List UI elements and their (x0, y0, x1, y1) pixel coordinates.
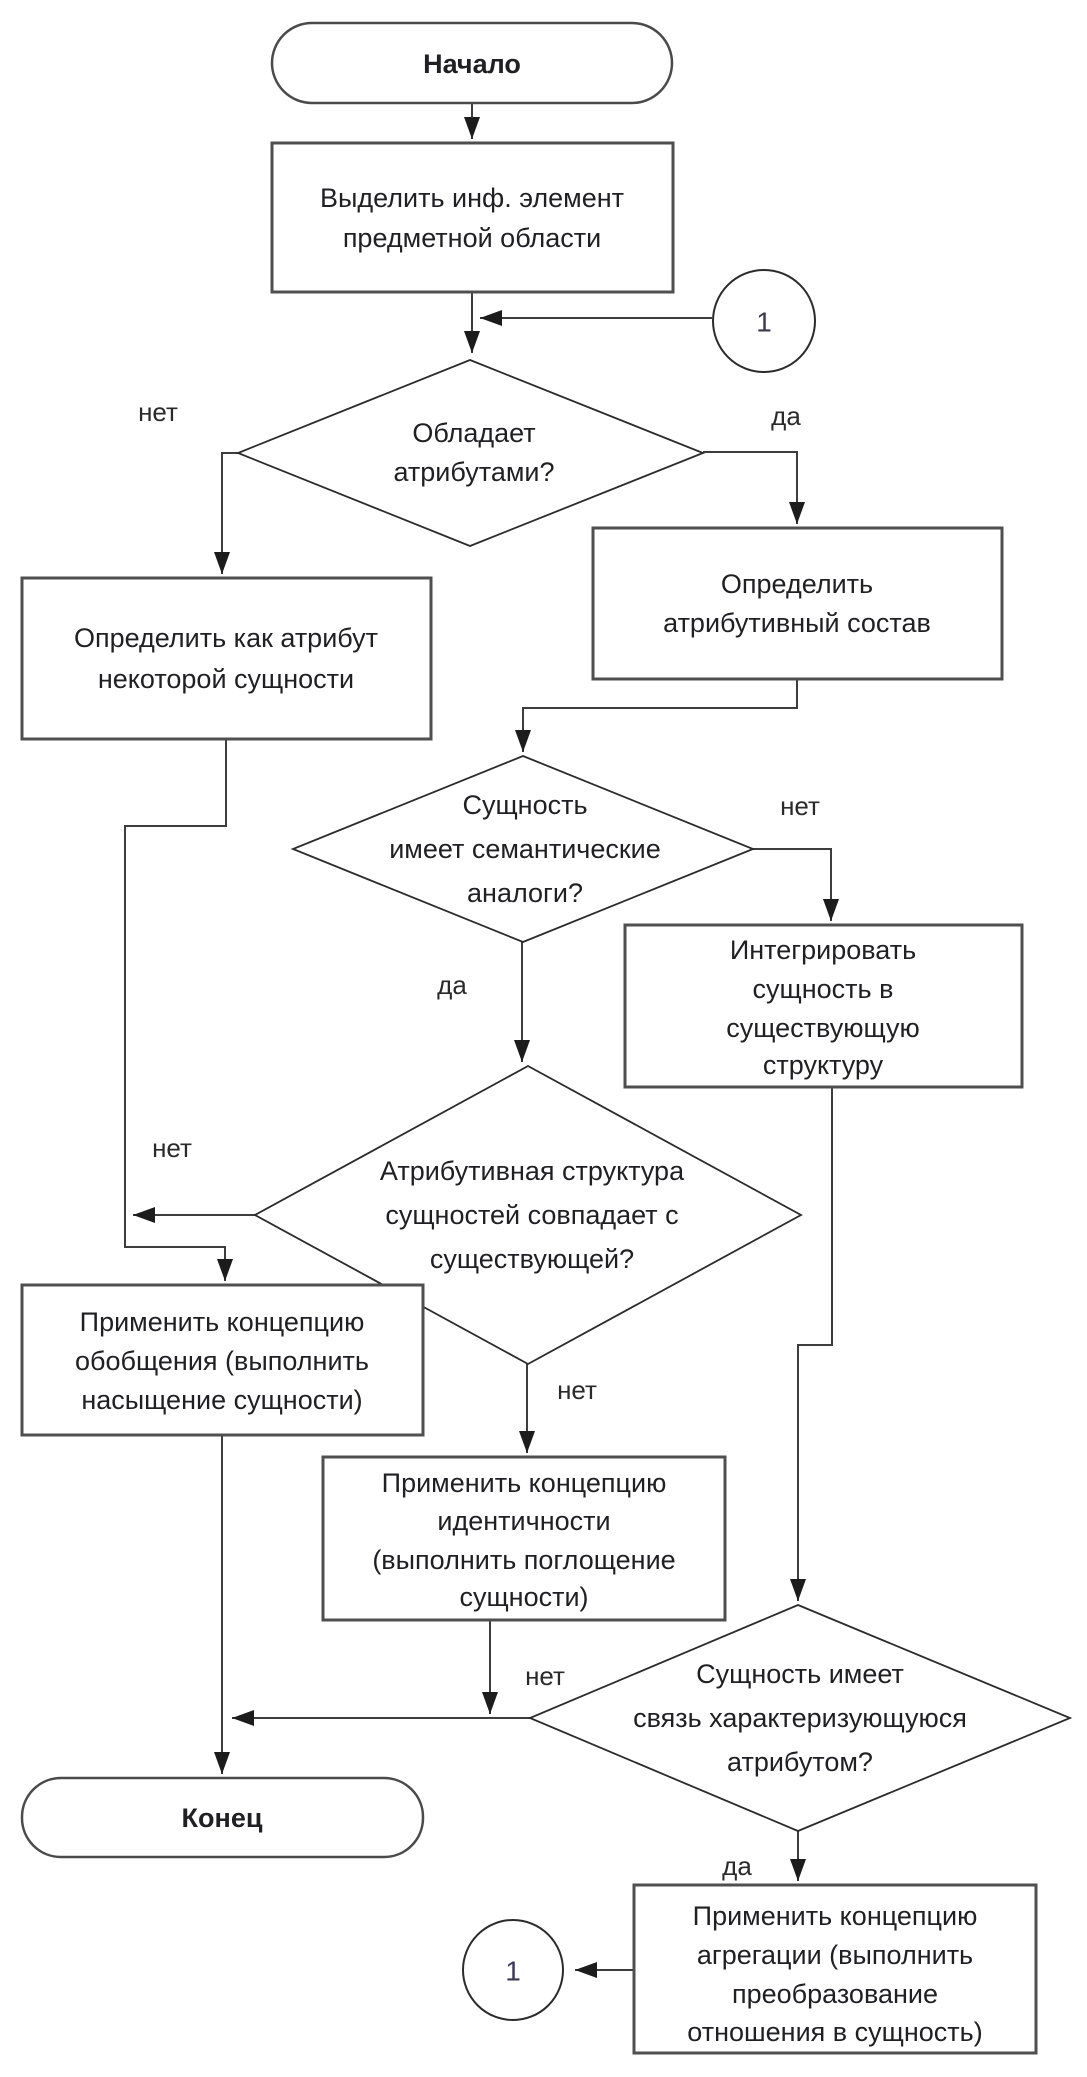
extract-element-line2: предметной области (342, 223, 602, 253)
apply-generalization-line1: Применить концепцию (79, 1307, 365, 1337)
label-structure-no-bottom: нет (557, 1375, 597, 1405)
structure-matches-line3: существующей? (429, 1244, 635, 1274)
node-connector-top (713, 270, 815, 372)
structure-matches-line1: Атрибутивная структура (379, 1156, 685, 1186)
edge-composition-to-semantic (523, 679, 797, 752)
integrate-entity-line1: Интегрировать (729, 935, 917, 965)
apply-generalization-line3: насыщение сущности) (81, 1385, 363, 1415)
node-has-semantic-analogs (293, 756, 753, 942)
apply-aggregation-line4: отношения в сущность) (687, 2017, 983, 2047)
define-attribute-composition-line2: атрибутивный состав (663, 608, 931, 638)
node-has-characterizing-relation (530, 1605, 1070, 1831)
apply-identity-line1: Применить концепцию (381, 1468, 667, 1498)
integrate-entity-line3: существующую (726, 1013, 920, 1043)
label-relation-yes: да (722, 1851, 752, 1881)
end-label: Конец (181, 1803, 263, 1833)
has-attributes-line1: Обладает (412, 418, 536, 448)
define-attribute-composition-line1: Определить (720, 569, 874, 599)
edge-integrate-to-relation (798, 1087, 832, 1601)
label-has-attributes-yes: да (771, 401, 801, 431)
integrate-entity-line2: сущность в (752, 974, 894, 1004)
start-label: Начало (423, 49, 521, 79)
apply-aggregation-line2: агрегации (выполнить (696, 1940, 974, 1970)
node-end (22, 1778, 423, 1857)
has-characterizing-relation-line3: атрибутом? (727, 1747, 873, 1777)
define-as-attribute-line2: некоторой сущности (97, 664, 355, 694)
label-semantic-no: нет (780, 791, 820, 821)
node-define-as-attribute (22, 578, 431, 739)
label-semantic-yes: да (437, 970, 467, 1000)
node-integrate-entity (625, 925, 1022, 1087)
extract-element-shape (272, 143, 673, 292)
apply-identity-line2: идентичности (437, 1506, 611, 1536)
apply-identity-line3: (выполнить поглощение (372, 1545, 676, 1575)
apply-identity-line4: сущности) (459, 1582, 589, 1612)
apply-aggregation-line3: преобразование (731, 1979, 939, 2009)
node-start (272, 23, 672, 103)
label-structure-no-left: нет (152, 1133, 192, 1163)
edge-defineattr-to-generalization (125, 739, 226, 1281)
label-has-attributes-no: нет (138, 397, 178, 427)
edge-hasattributes-yes (703, 452, 797, 524)
node-apply-generalization (22, 1285, 423, 1435)
integrate-entity-line4: структуру (762, 1050, 884, 1080)
has-semantic-analogs-line3: аналоги? (467, 878, 583, 908)
extract-element-line1: Выделить инф. элемент (319, 183, 625, 213)
connector-top-label: 1 (756, 306, 772, 338)
node-has-attributes (238, 360, 703, 546)
structure-matches-line2: сущностей совпадает с (385, 1200, 679, 1230)
connector-bottom-label: 1 (505, 1955, 521, 1987)
label-relation-no: нет (525, 1661, 565, 1691)
define-as-attribute-shape (22, 578, 431, 739)
has-attributes-shape (238, 360, 703, 546)
has-characterizing-relation-line1: Сущность имеет (696, 1659, 904, 1689)
edge-hasattributes-no (222, 453, 238, 574)
node-apply-aggregation (634, 1885, 1036, 2053)
define-as-attribute-line1: Определить как атрибут (73, 623, 379, 653)
node-extract-element (272, 143, 673, 292)
node-apply-identity (323, 1457, 725, 1620)
node-connector-bottom (463, 1920, 563, 2020)
define-attribute-composition-shape (593, 528, 1002, 679)
apply-aggregation-line1: Применить концепцию (692, 1901, 978, 1931)
has-semantic-analogs-line1: Сущность (462, 790, 588, 820)
has-attributes-line2: атрибутами? (393, 457, 555, 487)
apply-generalization-line2: обобщения (выполнить (75, 1346, 369, 1376)
has-characterizing-relation-line2: связь характеризующуюся (633, 1703, 967, 1733)
has-semantic-analogs-line2: имеет семантические (389, 834, 661, 864)
node-define-attribute-composition (593, 528, 1002, 679)
edge-semantic-no (753, 849, 831, 921)
